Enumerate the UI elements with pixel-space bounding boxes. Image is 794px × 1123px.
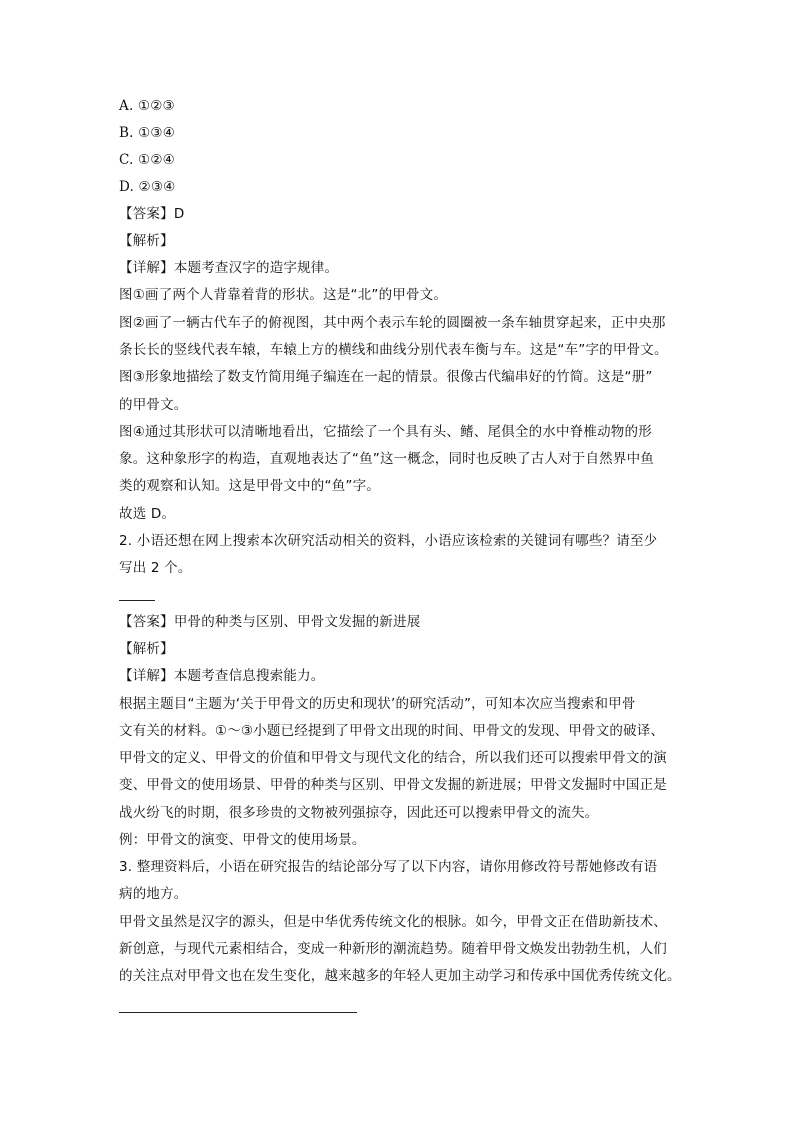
q2-analysis-label: 【解析】 [119,641,174,657]
q1-answer-row [119,204,684,224]
q1-line: 故选 D。 [119,506,176,522]
detail-label: 【详解】 [119,260,174,276]
q1-line: 图③形象地描绘了数支竹简用绳子编连在一起的情景。很像古代编串好的竹简。这是“册” [119,369,653,385]
q1-line: 类的观察和认知。这是甲骨文中的“鱼”字。 [119,478,380,494]
answer-label: 【答案】 [119,206,174,222]
q1-line: 图④通过其形状可以清晰地看出，它描绘了一个具有头、鳍、尾俱全的水中脊椎动物的形 [119,424,652,440]
option-d: D. ②③④ [119,179,176,195]
answer-value: 甲骨的种类与区别、甲骨文发掘的新进展 [173,614,421,630]
q2-line: 战火纷飞的时期，很多珍贵的文物被列强掠夺，因此还可以搜索甲骨文的流失。 [119,805,599,821]
q1-line: 的甲骨文。 [119,397,188,413]
q2-question-line: 写出 2 个。 [119,560,192,576]
answer-label: 【答案】 [119,614,174,630]
detail-intro: 本题考查信息搜索能力。 [173,668,325,684]
detail-intro: 本题考查汉字的造字规律。 [173,260,339,276]
footnote-separator [119,1012,357,1013]
q3-passage-line: 新创意，与现代元素相结合，变成一种新形的潮流趋势。随着甲骨文焕发出勃勃生机，人们 [119,941,667,957]
q3-question-line: 病的地方。 [119,886,188,902]
q1-analysis-label: 【解析】 [119,233,174,249]
q1-line: 条长长的竖线代表车辕，车辕上方的横线和曲线分别代表车衡与车。这是“车”字的甲骨文。 [119,342,668,358]
q2-answer-row [119,612,684,632]
q1-line: 图②画了一辆古代车子的俯视图，其中两个表示车轮的圆圈被一条车轴贯穿起来，正中央那 [119,315,666,331]
option-b: B. ①③④ [119,125,176,141]
option-a: A. ①②③ [119,98,175,114]
answer-value: D [173,206,185,222]
q2-line: 变、甲骨文的使用场景、甲骨的种类与区别、甲骨文发掘的新进展；甲骨文发掘时中国正是 [119,777,667,793]
q3-passage-line: 的关注点对甲骨文也在发生变化，越来越多的年轻人更加主动学习和传承中国优秀传统文化。 [119,968,681,984]
q1-line: 象。这种象形字的构造，直观地表达了“鱼”这一概念，同时也反映了古人对于自然界中鱼 [119,451,654,467]
q3-question-line: 3. 整理资料后，小语在研究报告的结论部分写了以下内容，请你用修改符号帮她修改有语 [119,859,658,875]
q1-line: 图①画了两个人背靠着背的形状。这是“北”的甲骨文。 [119,287,448,303]
q2-line: 根据主题目“主题为‘关于甲骨文的历史和现状’的研究活动”，可知本次应当搜索和甲骨 [119,696,636,712]
q2-line: 例：甲骨文的演变、甲骨文的使用场景。 [119,832,366,848]
detail-label: 【详解】 [119,668,174,684]
q3-passage-line: 甲骨文虽然是汉字的源头，但是中华优秀传统文化的根脉。如今，甲骨文正在借助新技术、 [119,914,667,930]
q1-detail-row [119,258,684,278]
q2-question-line: 2. 小语还想在网上搜索本次研究活动相关的资料，小语应该检索的关键词有哪些？请至少 [119,533,658,549]
q2-detail-row [119,666,684,686]
q2-line: 甲骨文的定义、甲骨文的价值和甲骨文与现代文化的结合，所以我们还可以搜索甲骨文的演 [119,750,667,766]
answer-blank-line [119,600,155,601]
option-c: C. ①②④ [119,152,175,168]
q2-line: 文有关的材料。①～③小题已经提到了甲骨文出现的时间、甲骨文的发现、甲骨文的破译、 [119,723,665,739]
